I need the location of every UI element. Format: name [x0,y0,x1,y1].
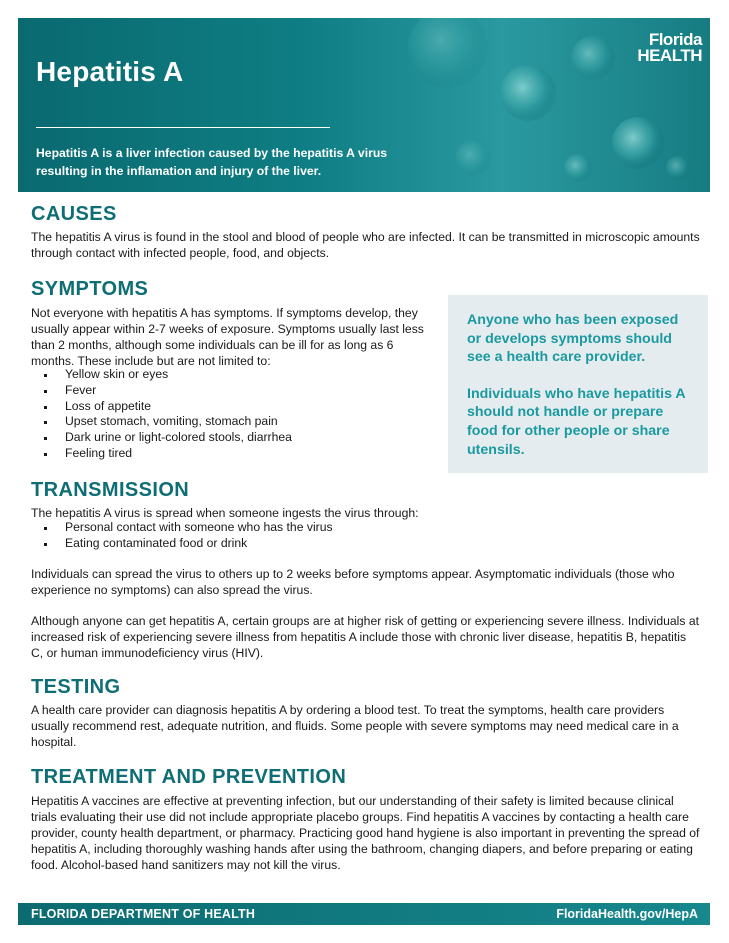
transmission-paragraph-spread: Individuals can spread the virus to others up to 2 weeks before symptoms appear. Asymptomatic individuals (those who experience no symptoms) can also spread the virus. [31,567,675,597]
transmission-paragraph-risk: Although anyone can get hepatitis A, certain groups are at higher risk of getting or experiencing severe illness. Individuals at increased risk of experiencing severe illness from hepatitis A include those with chronic liver disease, hepatitis B, hepatitis C, or human immunodeficiency virus (HIV). [31,614,700,660]
causes-heading: CAUSES [31,203,117,225]
list-item: Dark urine or light-colored stools, diarrhea [31,430,292,446]
intro-text: Hepatitis A is a liver infection caused by the hepatitis A virus resulting in the inflamation and injury of the liver. [36,146,388,178]
footer-url-link[interactable]: FloridaHealth.gov/HepA [556,907,698,921]
treatment-text: Hepatitis A vaccines are effective at preventing infection, but our understanding of their safety is limited because clinical trials evaluating their use did not include appropriate placebo groups. Find hepatitis A vaccines by contacting a health care provider, county health department, or pharmacy. Practicing good hand hygiene is also important in preventing the spread of hepatitis A, including thoroughly washing hands after using the bathroom, changing diapers, and before preparing or eating food. Alcohol-based hand sanitizers may not kill the virus. [31,794,700,872]
list-item: Eating contaminated food or drink [31,536,333,552]
list-item: Personal contact with someone who has the virus [31,520,333,536]
transmission-heading: TRANSMISSION [31,479,190,501]
callout-paragraph-food: Individuals who have hepatitis A should not handle or prepare food for other people or share utensils. [467,385,686,458]
florida-health-logo [637,32,702,64]
title-divider [36,127,330,128]
callout-box [448,295,708,473]
callout-paragraph-exposure: Anyone who has been exposed or develops symptoms should see a health care provider. [467,312,679,366]
transmission-text: The hepatitis A virus is spread when someone ingests the virus through: [31,506,419,520]
logo-line-florida: Florida [648,30,702,49]
list-item: Upset stomach, vomiting, stomach pain [31,414,292,430]
list-item: Fever [31,383,292,399]
treatment-heading: TREATMENT AND PREVENTION [31,766,347,788]
symptoms-heading: SYMPTOMS [31,278,149,300]
logo-line-health: HEALTH [637,46,702,65]
page-title: Hepatitis A [36,56,184,87]
transmission-list [31,520,333,552]
footer-department: FLORIDA DEPARTMENT OF HEALTH [31,907,256,921]
testing-text: A health care provider can diagnosis hepatitis A by ordering a blood test. To treat the symptoms, health care providers usually recommend rest, adequate nutrition, and fluids. Some people with severe symptoms may need medical care in a hospital. [31,703,679,749]
symptoms-list [31,367,292,462]
footer-bar [18,903,710,925]
testing-heading: TESTING [31,676,121,698]
list-item: Loss of appetite [31,399,292,415]
symptoms-text: Not everyone with hepatitis A has symptoms. If symptoms develop, they usually appear within 2-7 weeks of exposure. Symptoms usually last less than 2 months, although some individuals can be ill for as long as 6 months. These include but are not limited to: [31,306,424,368]
causes-text: The hepatitis A virus is found in the stool and blood of people who are infected. It can be transmitted in microscopic amounts through contact with infected people, food, and objects. [31,230,700,260]
list-item: Yellow skin or eyes [31,367,292,383]
list-item: Feeling tired [31,446,292,462]
header-banner [18,18,710,192]
